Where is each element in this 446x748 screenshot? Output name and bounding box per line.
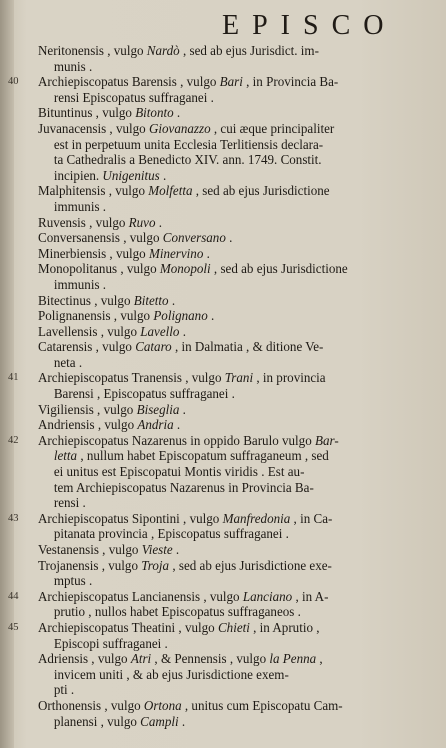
text-segment: Lavellensis , vulgo [38,323,141,339]
text-segment: Barensi , Episcopatus suffraganei . [53,386,235,402]
text-line [38,448,440,464]
text-segment: , unitus cum Episcopatu Cam- [181,697,343,713]
text-segment: . [159,167,167,183]
text-line [38,714,440,730]
text-segment: . [179,401,186,417]
text-line [38,370,440,386]
text-segment: , in Ca- [290,510,333,526]
margin-number: 41 [8,372,19,384]
text-line [38,604,440,620]
diocese-entry [38,698,444,729]
text-segment: Trojanensis , vulgo [38,557,142,573]
text-line [38,589,440,605]
text-line [38,308,440,324]
text-line [38,230,440,246]
text-segment: rensi . [53,495,86,511]
diocese-entry [38,402,444,418]
text-segment: . [203,245,210,261]
text-segment: Archiepiscopatus Nazarenus in oppido Barulo vulgo [38,432,316,448]
text-segment: Bituntinus , vulgo [38,105,136,121]
text-line [38,386,440,402]
text-segment: . [225,230,233,246]
italic-place-name: Bitetto [133,292,169,308]
italic-place-name: Vieste [141,542,173,557]
italic-place-name: Polignano [153,308,208,324]
text-line [38,152,440,168]
diocese-entry [8,432,444,511]
diocese-entry [38,417,444,433]
italic-place-name: Minervino [148,245,204,261]
text-line [38,43,440,59]
margin-number: 45 [8,621,19,633]
text-line [38,355,440,371]
margin-number: 43 [8,512,19,524]
italic-place-name: Bari [219,74,243,90]
text-segment: , nullum habet Episcopatum suffraganeum , sed [77,448,329,464]
italic-place-name: Monopoli [159,261,211,277]
italic-place-name: Ortona [143,697,182,713]
text-line [38,464,440,480]
text-segment: , in A- [292,588,329,604]
italic-place-name: Bar- [315,432,339,448]
text-segment: Polignanensis , vulgo [38,308,154,324]
text-line [38,526,440,542]
diocese-entry [38,246,444,262]
text-line [38,339,440,355]
text-segment: Orthonensis , vulgo [38,697,144,713]
text-line [38,215,440,231]
text-segment: Conversanensis , vulgo [38,230,163,246]
text-segment: immunis . [53,198,107,214]
text-segment: . [168,292,176,308]
italic-place-name: Lavello [140,323,180,339]
diocese-entry [38,215,444,231]
text-segment: neta . [53,354,83,370]
text-line [38,417,440,433]
italic-place-name: Ruvo [128,214,156,230]
text-segment: Archiepiscopatus Sipontini , vulgo [38,510,223,526]
italic-place-name: Nardò [146,43,180,58]
text-segment: . [207,308,215,324]
italic-place-name: Trani [224,370,254,386]
text-line [38,402,440,418]
text-line [38,293,440,309]
diocese-entry [38,339,444,370]
diocese-entry [8,619,444,651]
text-segment: Vigiliensis , vulgo [38,401,137,417]
text-line [38,542,440,558]
italic-place-name: Manfredonia [222,510,291,526]
text-line [38,324,440,340]
running-header: EPISCO [222,10,397,41]
text-segment: . [179,323,186,339]
text-segment: . [178,713,186,729]
italic-place-name: Biseglia [136,401,180,417]
italic-place-name: Troja [141,557,170,573]
italic-place-name: Molfetta [148,183,193,199]
text-segment: . [173,105,181,121]
text-line [38,620,440,636]
text-line [38,105,440,121]
diocese-entry [38,105,444,121]
italic-place-name: Atri [130,651,152,667]
text-segment: munis . [53,58,93,74]
text-segment: Juvanacensis , vulgo [38,120,149,136]
text-segment: Minerbiensis , vulgo [38,245,149,261]
diocese-entry [8,588,444,620]
text-segment: . [173,417,181,433]
diocese-entry [8,510,444,542]
text-segment: Catarensis , vulgo [38,339,136,355]
text-segment: pitanata provincia , Episcopatus suffraganei . [53,526,289,542]
text-segment: ta Cathedralis a Benedicto XIV. ann. 1749. Constit. [53,152,322,168]
margin-number: 40 [8,76,19,88]
text-line [38,246,440,262]
text-line [38,667,440,683]
text-segment: , & Pennensis , vulgo [151,651,270,667]
text-line [38,698,440,714]
text-line [38,495,440,511]
text-line [38,277,440,293]
diocese-entry [38,43,444,74]
text-segment: Adriensis , vulgo [38,651,131,667]
text-segment: . [155,214,163,230]
text-segment: invicem uniti , & ab ejus Jurisdictione exem- [53,666,289,682]
italic-place-name: Chieti [217,619,250,635]
text-line [38,511,440,527]
text-segment: Archiepiscopatus Theatini , vulgo [38,619,218,635]
text-line [38,480,440,496]
text-line [38,168,440,184]
text-segment: ei unitus est Episcopatui Montis viridis . Est au- [53,464,305,480]
italic-place-name: Conversano [162,230,226,246]
text-line [38,137,440,153]
text-line [38,59,440,75]
text-segment: rensi Episcopatus suffraganei . [53,89,214,105]
text-segment: mptus . [53,573,93,589]
italic-place-name: Cataro [135,339,172,355]
italic-place-name: Andria [137,417,174,433]
text-segment: . [172,542,180,557]
diocese-entry [38,651,444,698]
entry-list [0,43,446,729]
diocese-entry [38,324,444,340]
text-segment: Monopolitanus , vulgo [38,261,160,277]
text-line [38,199,440,215]
text-line [38,433,440,449]
italic-place-name: Campli [140,713,179,729]
text-segment: , sed ab ejus Jurisdictione [210,261,348,277]
text-segment: , cui æque principaliter [210,120,335,136]
text-line [38,558,440,574]
text-segment: Vestanensis , vulgo [38,542,142,557]
text-segment: Archiepiscopatus Tranensis , vulgo [38,370,225,386]
text-segment: , sed ab ejus Jurisdict. im- [179,43,319,58]
text-segment: , sed ab ejus Jurisdictione [192,183,330,199]
diocese-entry [38,261,444,292]
italic-place-name: Lanciano [242,588,293,604]
text-segment: Neritonensis , vulgo [38,43,147,58]
text-segment: Ruvensis , vulgo [38,214,129,230]
text-segment: tem Archiepiscopatus Nazarenus in Provincia Ba- [53,479,314,495]
diocese-entry [38,293,444,309]
diocese-entry [8,74,444,105]
text-line [38,651,440,667]
diocese-entry [8,370,444,402]
diocese-entry [38,542,444,558]
diocese-entry [38,308,444,324]
italic-place-name: letta [53,448,78,464]
text-segment: , [316,651,323,667]
text-segment: planensi , vulgo [53,713,141,729]
text-segment: immunis . [53,276,107,292]
text-line [38,682,440,698]
text-segment: , in Dalmatia , & ditione Ve- [171,339,324,355]
text-line [38,573,440,589]
text-line [38,636,440,652]
text-line [38,90,440,106]
diocese-entry [38,183,444,214]
text-segment: pti . [53,682,75,698]
text-segment: Archiepiscopatus Barensis , vulgo [38,74,220,90]
diocese-entry [38,230,444,246]
margin-number: 44 [8,590,19,602]
text-segment: , in provincia [253,370,326,386]
italic-place-name: Bitonto [135,105,174,121]
text-segment: Malphitensis , vulgo [38,183,149,199]
diocese-entry [38,558,444,589]
text-segment: est in perpetuum unita Ecclesia Terlitiensis declara- [53,136,324,152]
text-segment: , sed ab ejus Jurisdictione exe- [169,557,332,573]
text-line [38,121,440,137]
text-segment: prutio , nullos habet Episcopatus suffraganeos . [53,604,301,620]
text-line [38,261,440,277]
margin-number: 42 [8,434,19,446]
text-segment: Andriensis , vulgo [38,417,138,433]
text-segment: Episcopi suffraganei . [53,635,168,651]
text-line [38,183,440,199]
text-segment: incipien. [53,167,103,183]
diocese-entry [38,121,444,183]
italic-place-name: Giovanazzo [148,120,211,136]
text-segment: , in Provincia Ba- [242,74,339,90]
text-segment: , in Aprutio , [249,619,320,635]
italic-place-name: Unigenitus [102,167,160,183]
text-segment: Archiepiscopatus Lancianensis , vulgo [38,588,243,604]
text-line [38,74,440,90]
text-segment: Bitectinus , vulgo [38,292,134,308]
italic-place-name: la Penna [269,651,317,667]
